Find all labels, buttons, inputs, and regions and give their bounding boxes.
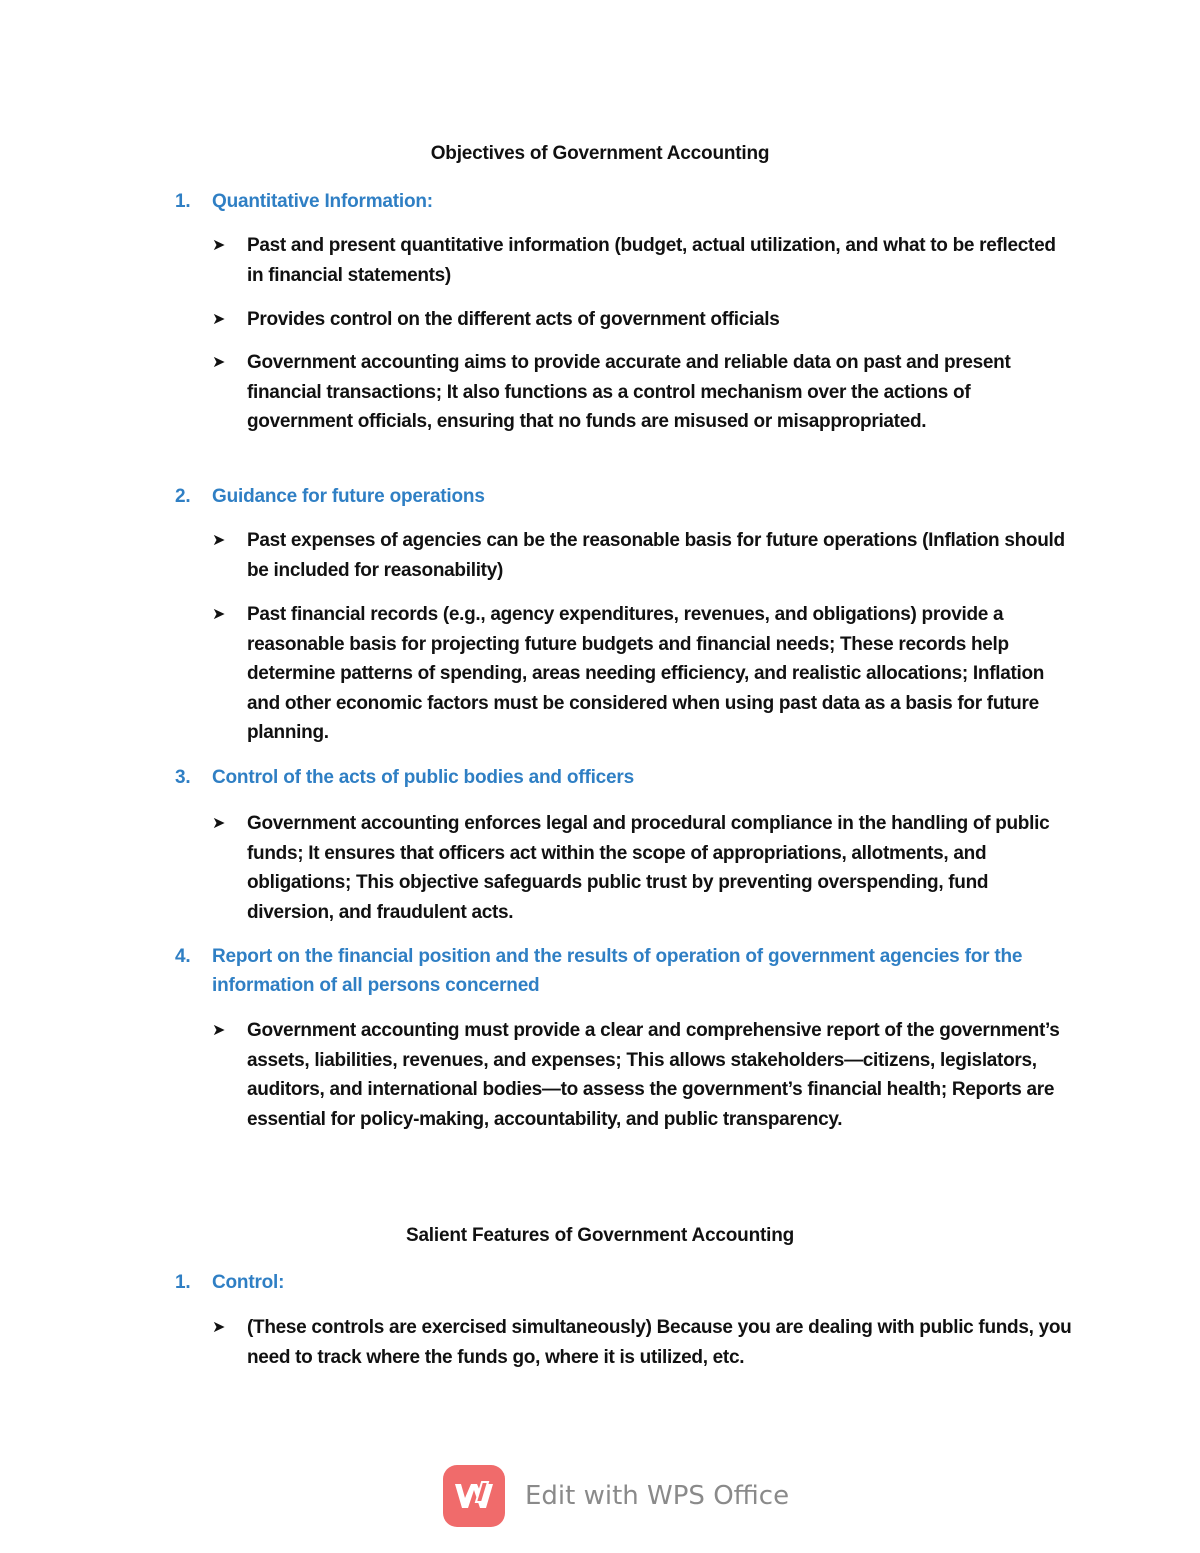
feature-heading-text-1: Control: [212,1272,285,1293]
objective-heading-text-4: Report on the financial position and the results of operation of government agencies for the information of all persons concerned [212,946,1023,996]
bullet-text: Provides control on the different acts of government officials [247,309,780,330]
objective-number-2: 2. [175,486,191,507]
bullet-item [212,348,1072,437]
bullet-text: Past and present quantitative information (budget, actual utilization, and what to be reflected in financial statements) [247,235,1056,286]
objective-heading-text-3: Control of the acts of public bodies and officers [212,767,634,788]
bullet-text: (These controls are exercised simultaneously) Because you are dealing with public funds, you need to track where the funds go, where it is utilized, etc. [247,1317,1072,1368]
objective-heading-4 [175,942,1075,1000]
bullet-text: Past financial records (e.g., agency expenditures, revenues, and obligations) provide a reasonable basis for projecting future budgets and financial needs; These records help determine patterns of spending, areas needing efficiency, and realistic allocations; Inflation and other economic factors must be considered when using past data as a basis for future planning. [247,604,1045,743]
objective-heading-text-2: Guidance for future operations [212,486,485,507]
arrow-bullet-icon: ➤ [212,532,226,549]
bullet-text: Government accounting must provide a clear and comprehensive report of the government’s assets, liabilities, revenues, and expenses; This allows stakeholders—citizens, legislators, auditors, and international bodies—to assess the government’s financial health; Reports are essential for policy-making, accountability, and public transparency. [247,1020,1060,1130]
objective-heading-3 [175,763,1075,792]
bullet-item [212,526,1072,585]
objective-number-1: 1. [175,191,191,212]
wps-logo-icon [443,1465,505,1527]
objective-heading-text-1: Quantitative Information: [212,191,433,212]
bullet-item [212,600,1072,748]
bullet-text: Government accounting enforces legal and procedural compliance in the handling of public funds; It ensures that officers act within the scope of appropriations, allotments, and obligations; This objective safeguards public trust by preventing overspending, fund diversion, and fraudulent acts. [247,813,1050,923]
wps-edit-text[interactable]: Edit with WPS Office [525,1481,790,1511]
objective-number-4: 4. [175,946,191,967]
bullet-item [212,1016,1072,1134]
arrow-bullet-icon: ➤ [212,815,226,832]
arrow-bullet-icon: ➤ [212,606,226,623]
arrow-bullet-icon: ➤ [212,1022,226,1039]
objective-heading-1 [175,187,1075,216]
wps-edit-banner[interactable] [443,1465,789,1527]
objective-heading-2 [175,482,1075,511]
objective-number-3: 3. [175,767,191,788]
arrow-bullet-icon: ➤ [212,1319,226,1336]
bullet-item [212,1313,1072,1372]
features-title: Salient Features of Government Accounting [405,1225,795,1246]
bullet-item [212,231,1072,290]
arrow-bullet-icon: ➤ [212,237,226,254]
bullet-text: Government accounting aims to provide accurate and reliable data on past and present financial transactions; It also functions as a control mechanism over the actions of government officials, ensuring that no funds are misused or misappropriated. [247,352,1011,432]
feature-heading-1 [175,1268,1075,1297]
bullet-item [212,809,1072,927]
bullet-text: Past expenses of agencies can be the reasonable basis for future operations (Inflation should be included for reasonability) [247,530,1065,581]
objectives-title: Objectives of Government Accounting [430,143,770,164]
arrow-bullet-icon: ➤ [212,311,226,328]
arrow-bullet-icon: ➤ [212,354,226,371]
bullet-item [212,305,1072,335]
feature-number-1: 1. [175,1272,191,1293]
